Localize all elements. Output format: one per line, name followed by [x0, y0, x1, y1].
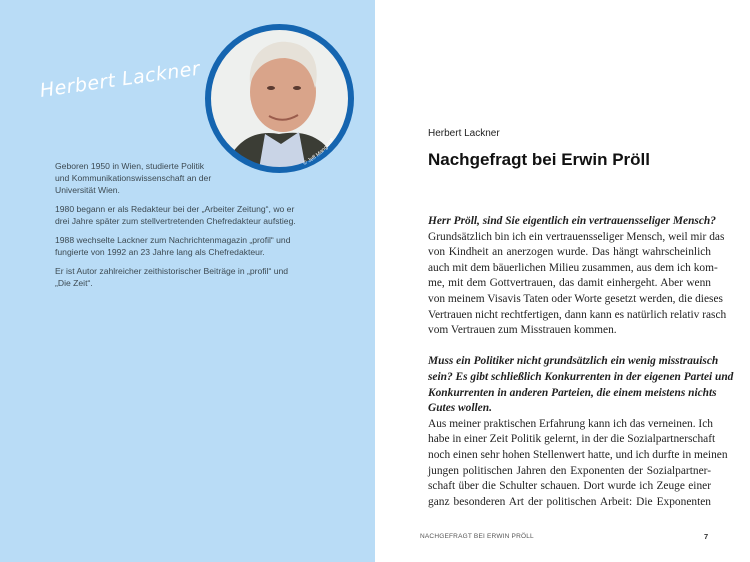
right-page [375, 0, 750, 562]
bio-paragraph: 1980 begann er als Redakteur bei der „Arbeiter Zeitung“, wo er drei Jahre später zum stellvertretenden Chefredakteur aufstieg. [55, 204, 296, 226]
page-number: 7 [704, 532, 709, 541]
author-portrait [203, 22, 356, 175]
interview-answer: Grundsätzlich bin ich ein vertrauensseliger Mensch, weil mir das von Kindheit an anerzogen wurde. Das hängt wahrscheinlich auch mit dem bäuerlichen Milieu zusammen, aus dem ich kom- me, mit dem Gottvertrauen, das damit einhergeht. Aber wenn von meinem Visavis Taten oder Worte gesetzt werden, die dieses Vertrauen nicht rechtfertigen, dann kann es natürlich relativ rasch vom Vertrauen zum Misstrauen kommen. [428, 230, 727, 337]
interview-answer: Aus meiner praktischen Erfahrung kann ich das verneinen. Ich habe in einer Zeit Politik gelernt, in der die Sozialpartnerschaft noch einen sehr hohen Stellenwert hatte, und ich durfte in meinen jungen politischen Jahren den Exponenten der Sozialpartner- schaft über die Schulter schauen. Dort wurde ich Zeuge einer ganz besonderen Art der politischen Arbeit: Die Exponenten [428, 417, 728, 508]
interview-question: Muss ein Politiker nicht grundsätzlich ein wenig misstrauisch sein? Es gibt schließlich Konkurrenten in der eigenen Partei und Konkurrenten in anderen Parteien, die einem meistens nichts Gutes wollen. [428, 355, 734, 415]
bio-paragraph: 1988 wechselte Lackner zum Nachrichtenmagazin „profil“ und fungierte von 1992 an 23 Jahre lang als Chefredakteur. [55, 235, 291, 257]
interview-question: Herr Pröll, sind Sie eigentlich ein vertrauensseliger Mensch? [428, 215, 716, 227]
author-signature: Herbert Lackner [38, 57, 202, 102]
photo-credit: © Jeff Mangione [302, 136, 336, 167]
bio-paragraph: Geboren 1950 in Wien, studierte Politik und Kommunikationswissenschaft an der Universität Wien. [55, 161, 212, 195]
chapter-title: Nachgefragt bei Erwin Pröll [428, 150, 650, 169]
chapter-author: Herbert Lackner [428, 128, 500, 139]
interview-body [428, 214, 734, 510]
running-footer-title: NACHGEFRAGT BEI ERWIN PRÖLL [420, 533, 534, 540]
author-bio [55, 160, 315, 296]
bio-paragraph: Er ist Autor zahlreicher zeithistorischer Beiträge in „profil“ und „Die Zeit“. [55, 266, 289, 288]
